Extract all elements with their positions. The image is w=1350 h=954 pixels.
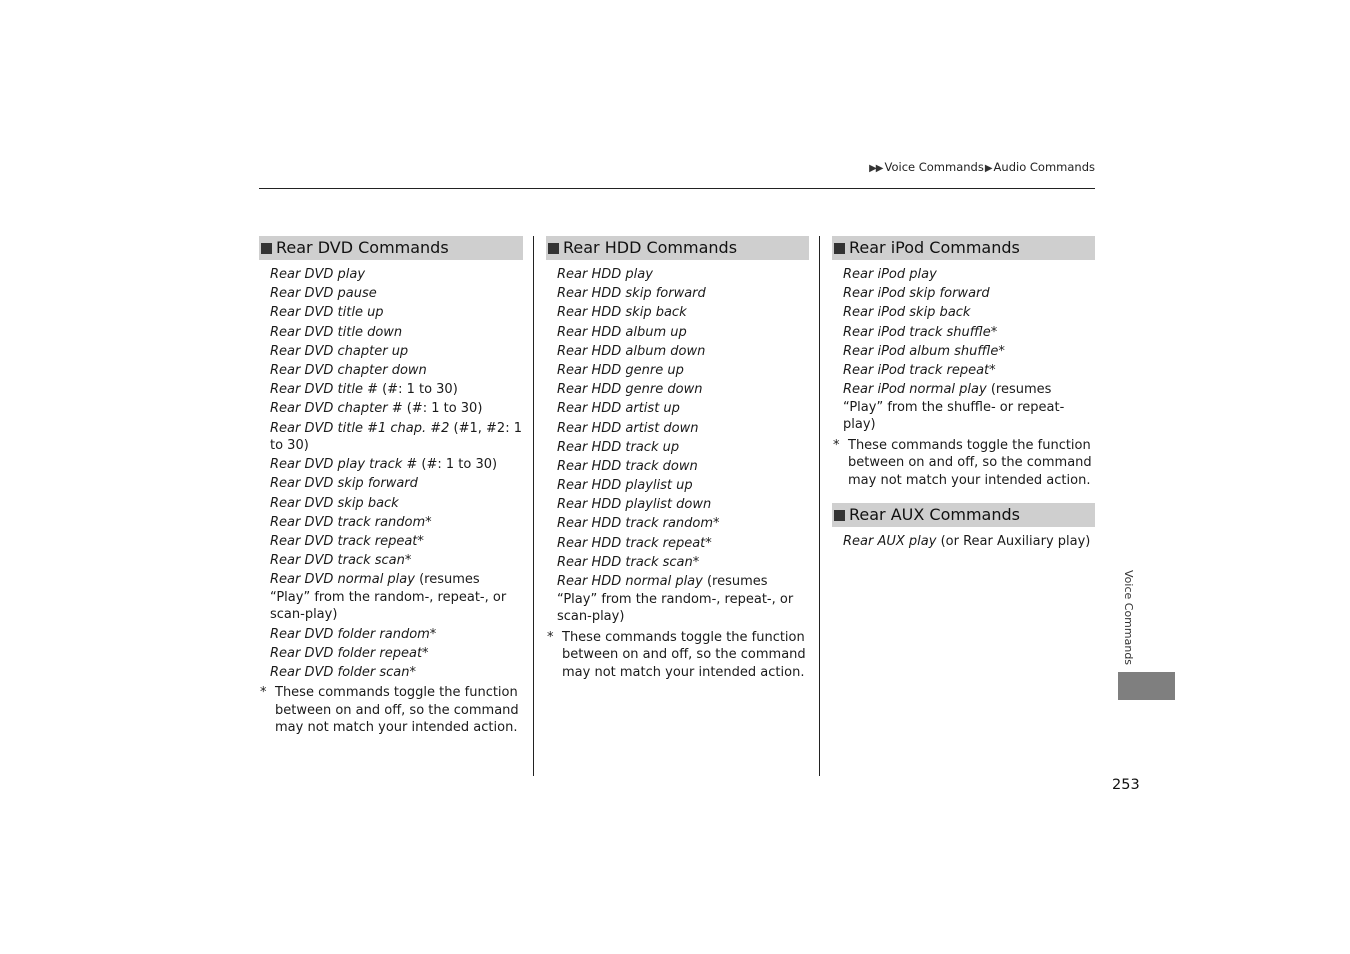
command-item xyxy=(270,645,523,663)
command-phrase: Rear DVD title down xyxy=(270,324,403,340)
column-hdd xyxy=(546,236,809,681)
breadcrumb xyxy=(869,160,1095,174)
command-item xyxy=(270,552,523,570)
command-phrase: Rear HDD genre down xyxy=(557,382,703,398)
command-phrase: Rear HDD skip forward xyxy=(557,286,706,302)
command-phrase: Rear iPod album shuffle* xyxy=(843,343,1005,359)
command-phrase: Rear DVD title #1 chap. #2 xyxy=(270,420,450,436)
footnote-dvd xyxy=(259,684,523,737)
command-item xyxy=(843,266,1095,284)
double-triangle-icon: ▶▶ xyxy=(869,163,883,174)
command-item xyxy=(270,343,523,361)
breadcrumb-part-2: Audio Commands xyxy=(993,160,1095,174)
section-header-ipod xyxy=(832,236,1095,260)
command-item xyxy=(270,571,523,624)
breadcrumb-part-1: Voice Commands xyxy=(884,160,984,174)
command-phrase: Rear HDD track up xyxy=(557,439,680,455)
side-tab-marker xyxy=(1118,672,1175,700)
section-title: Rear DVD Commands xyxy=(276,238,449,257)
command-item xyxy=(843,343,1095,361)
command-phrase: Rear DVD track random* xyxy=(270,514,432,530)
command-phrase: Rear HDD track down xyxy=(557,458,698,474)
command-item xyxy=(270,420,523,455)
command-list-dvd xyxy=(259,266,523,681)
command-phrase: Rear DVD normal play xyxy=(270,572,415,588)
column-divider-2 xyxy=(819,236,820,776)
command-phrase: Rear DVD skip back xyxy=(270,495,399,511)
command-phrase: Rear iPod track shuffle* xyxy=(843,324,998,340)
command-list-aux xyxy=(832,533,1095,551)
command-item xyxy=(270,626,523,644)
command-phrase: Rear DVD folder random* xyxy=(270,626,437,642)
page-number: 253 xyxy=(1112,777,1140,793)
command-item xyxy=(843,304,1095,322)
footnote-text: These commands toggle the function between on and off, so the command may not match your intended action. xyxy=(848,437,1092,488)
section-title: Rear AUX Commands xyxy=(849,505,1020,525)
column-dvd xyxy=(259,236,523,737)
command-phrase: Rear DVD pause xyxy=(270,286,377,302)
section-header-dvd xyxy=(259,236,523,260)
command-item xyxy=(270,533,523,551)
command-phrase: Rear DVD folder scan* xyxy=(270,664,417,680)
footnote-text: These commands toggle the function between on and off, so the command may not match your intended action. xyxy=(562,629,806,680)
command-phrase: Rear iPod skip forward xyxy=(843,286,990,302)
command-item xyxy=(270,285,523,303)
command-phrase: Rear HDD artist up xyxy=(557,401,680,417)
command-item xyxy=(270,664,523,682)
command-item xyxy=(270,400,523,418)
command-detail: (#: 1 to 30) xyxy=(417,457,498,473)
command-item xyxy=(557,285,809,303)
command-phrase: Rear HDD track scan* xyxy=(557,554,700,570)
command-item xyxy=(557,535,809,553)
command-detail: (#: 1 to 30) xyxy=(402,401,483,417)
command-phrase: Rear iPod track repeat* xyxy=(843,362,996,378)
command-item xyxy=(270,266,523,284)
command-detail: (resumes “Play” from the shuffle- or repeat-play) xyxy=(843,382,1065,433)
command-phrase: Rear DVD title # xyxy=(270,382,378,398)
command-detail: (resumes “Play” from the random-, repeat-, or scan-play) xyxy=(557,574,794,624)
command-phrase: Rear DVD skip forward xyxy=(270,476,418,492)
section-header-aux xyxy=(832,503,1095,527)
section-title: Rear iPod Commands xyxy=(849,238,1020,257)
column-ipod-aux xyxy=(832,236,1095,552)
command-detail: (or Rear Auxiliary play) xyxy=(936,534,1091,550)
command-item xyxy=(270,495,523,513)
command-item xyxy=(843,533,1095,551)
command-detail: (#: 1 to 30) xyxy=(377,382,458,398)
command-phrase: Rear HDD album up xyxy=(557,324,687,340)
section-title: Rear HDD Commands xyxy=(563,238,738,257)
asterisk: * xyxy=(833,437,840,453)
command-list-hdd xyxy=(546,266,809,626)
command-item xyxy=(557,324,809,342)
command-item xyxy=(557,400,809,418)
footnote-ipod xyxy=(832,437,1095,490)
command-phrase: Rear HDD playlist down xyxy=(557,497,712,513)
square-bullet-icon xyxy=(548,243,559,254)
command-phrase: Rear DVD folder repeat* xyxy=(270,645,429,661)
command-item xyxy=(557,477,809,495)
triangle-icon: ▶ xyxy=(984,163,993,174)
command-item xyxy=(843,362,1095,380)
command-phrase: Rear HDD track random* xyxy=(557,516,720,532)
command-item xyxy=(843,285,1095,303)
header-rule xyxy=(259,188,1095,189)
side-tab-label: Voice Commands xyxy=(1122,570,1135,666)
command-phrase: Rear HDD genre up xyxy=(557,362,684,378)
command-detail: (resumes “Play” from the random-, repeat-, or scan-play) xyxy=(270,572,507,623)
command-item xyxy=(270,475,523,493)
command-phrase: Rear DVD chapter up xyxy=(270,343,409,359)
command-item xyxy=(270,304,523,322)
asterisk: * xyxy=(260,685,267,701)
command-phrase: Rear iPod normal play xyxy=(843,382,987,398)
column-divider-1 xyxy=(533,236,534,776)
command-phrase: Rear HDD skip back xyxy=(557,305,687,321)
command-item xyxy=(557,554,809,572)
command-item xyxy=(557,381,809,399)
command-list-ipod xyxy=(832,266,1095,434)
command-phrase: Rear DVD track repeat* xyxy=(270,533,424,549)
command-phrase: Rear HDD album down xyxy=(557,343,706,359)
command-item xyxy=(270,514,523,532)
command-item xyxy=(270,324,523,342)
command-item xyxy=(557,458,809,476)
command-phrase: Rear HDD artist down xyxy=(557,420,699,436)
command-item xyxy=(557,343,809,361)
command-item xyxy=(270,456,523,474)
command-phrase: Rear DVD chapter # xyxy=(270,401,403,417)
square-bullet-icon xyxy=(834,510,845,521)
command-item xyxy=(270,362,523,380)
asterisk: * xyxy=(547,629,554,645)
command-phrase: Rear DVD chapter down xyxy=(270,362,427,378)
command-phrase: Rear DVD track scan* xyxy=(270,553,412,569)
command-phrase: Rear HDD normal play xyxy=(557,574,703,589)
command-item xyxy=(557,304,809,322)
command-phrase: Rear AUX play xyxy=(843,534,937,550)
command-item xyxy=(557,573,809,626)
command-phrase: Rear DVD title up xyxy=(270,305,384,321)
command-phrase: Rear HDD track repeat* xyxy=(557,535,712,551)
command-phrase: Rear HDD playlist up xyxy=(557,478,693,494)
command-item xyxy=(270,381,523,399)
command-phrase: Rear DVD play xyxy=(270,267,366,282)
command-detail: (#1, #2: 1 to 30) xyxy=(270,420,522,453)
footnote-hdd xyxy=(546,629,809,682)
command-phrase: Rear iPod play xyxy=(843,267,937,282)
square-bullet-icon xyxy=(834,243,845,254)
command-item xyxy=(557,266,809,284)
footnote-text: These commands toggle the function between on and off, so the command may not match your intended action. xyxy=(275,685,519,736)
command-item xyxy=(557,439,809,457)
command-phrase: Rear iPod skip back xyxy=(843,305,971,321)
command-item xyxy=(843,381,1095,434)
command-item xyxy=(843,324,1095,342)
command-item xyxy=(557,515,809,533)
command-item xyxy=(557,496,809,514)
command-phrase: Rear HDD play xyxy=(557,267,653,282)
section-header-hdd xyxy=(546,236,809,260)
square-bullet-icon xyxy=(261,243,272,254)
command-item xyxy=(557,420,809,438)
command-phrase: Rear DVD play track # xyxy=(270,457,418,473)
command-item xyxy=(557,362,809,380)
